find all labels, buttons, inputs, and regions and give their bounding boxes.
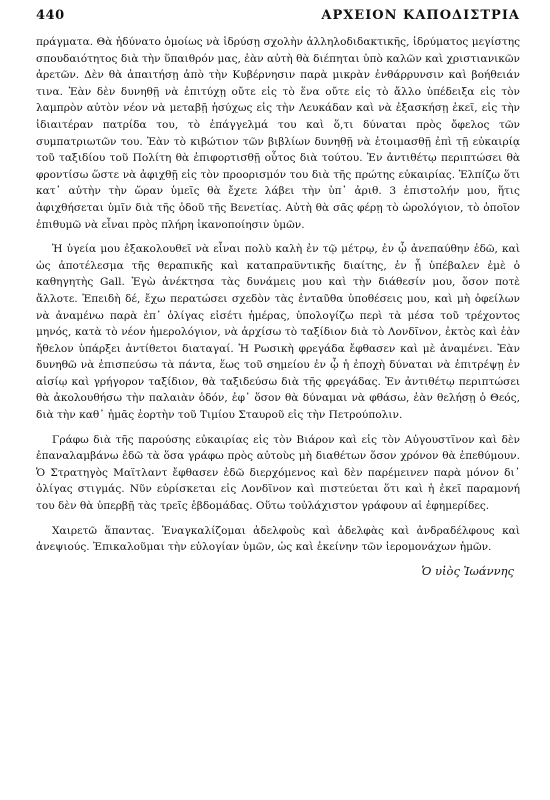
running-head: ΑΡΧΕΙΟΝ ΚΑΠΟΔΙΣΤΡΙΑ xyxy=(321,8,520,23)
paragraph: πράγματα. Θὰ ἠδύνατο ὁμοίως νὰ ἱδρύσῃ σχολὴν ἀλληλοδιδακτικῆς, ἱδρύματος μεγίστης σπουδαιότητος διὰ τὴν ὕπαιθρόν μας, ἐὰν αὐτὴ θὰ διέπηται ὑπὸ καλῶν καὶ χριστιανικῶν ἀρετῶν. Δὲν θὰ ἀπαιτήσῃ ἀπὸ τὴν Κυβέρνησιν παρὰ μικρὰν ἐνθάρρυνσιν καὶ βοήθειάν τινα. Ἐὰν δὲν δυνηθῇ νὰ ἐπιτύχῃ οὔτε εἰς τὸ ἕνα οὔτε εἰς τὸ ἄλλο ὑπέδειξα εἰς τὸν λαμπρὸν αὐτὸν νέον νὰ μεταβῇ ἡσύχως εἰς τὴν Λευκάδαν καὶ νὰ ἐξασκήσῃ ἐκεῖ, εἰς τὴν ἰδιαιτέραν πατρίδα του, τὸ ἐπάγγελμά του καὶ ὅ,τι δύναται πρὸς ὄφελος τῶν συμπατριωτῶν του. Ἐὰν τὸ κιβώτιον τῶν βιβλίων δυνηθῇ νὰ ἑτοιμασθῇ ἐπὶ τῇ εὐκαιρίᾳ τοῦ ταξιδίου τοῦ Πολίτη θὰ ἐπιφορτισθῇ οὗτος διὰ τούτου. Ἐν ἀντιθέτῳ περιπτώσει θὰ φροντίσω ὥστε νὰ ἀφιχθῇ εἰς τὸν προορισμόν του διὰ τῆς πρώτης εὐκαιρίας. Ἐλπίζω ὅτι κατ᾽ αὐτὴν τὴν ὥραν ὑμεῖς θὰ ἔχετε λάβει τὴν ὑπ᾽ ἀριθ. 3 ἐπιστολήν μου, ἥτις ἀφιχθήσεται ὑμῖν διὰ τῆς ὁδοῦ τῆς Βενετίας. Αὐτὴ θὰ σᾶς φέρῃ τὸ ὡρολόγιον, τὸ ὁποῖον ἐπιθυμῶ νὰ εἶναι πρὸς πλήρη ἱκανοποίησιν ὑμῶν. xyxy=(36,36,520,231)
paragraph: Χαιρετῶ ἅπαντας. Ἐναγκαλίζομαι ἀδελφοὺς καὶ ἀδελφὰς καὶ ἀνδραδέλφους καὶ ἀνεψιούς. Ἐπικαλοῦμαι τὴν εὐλογίαν ὑμῶν, ὡς καὶ ἐκείνην τῶν ἱερομονάχων ἡμῶν. xyxy=(36,524,520,554)
letter-body xyxy=(36,34,520,556)
signature: Ὁ υἱὸς Ἰωάννης xyxy=(421,563,514,578)
paragraph: Ἡ ὑγεία μου ἐξακολουθεῖ νὰ εἶναι πολὺ καλὴ ἐν τῷ μέτρῳ, ἐν ᾧ ἀνεπαύθην ἐδῶ, καὶ ὡς ἀποτέλεσμα τῆς θεραπικῆς καὶ καταπραϋντικῆς διαίτης, ἐν ᾗ ὑπέβαλεν ἐμὲ ὁ καθηγητὴς Gall. Ἐγὼ ἀνέκτησα τὰς δυνάμεις μου καὶ τὴν διάθεσίν μου, ὅσον ποτὲ ἄλλοτε. Ἐπειδὴ δέ, ἔχω περατώσει σχεδὸν τὰς ἐνταῦθα ὑποθέσεις μου, καὶ μὴ ὀφείλων νὰ ἀναμένω παρὰ ἐπ᾽ ὀλίγας εἰσέτι ἡμέρας, ὑπολογίζω περὶ τὰ μέσα τοῦ τρέχοντος μηνός, κατὰ τὸ νέον ἡμερολόγιον, νὰ ἀρχίσω τὸ ταξίδιον διὰ τὸ Λονδῖνον, ἐκτὸς καὶ ἐὰν ἤθελον ὑπάρξει ἀντίθετοι διαταγαί. Ἡ Ρωσικὴ φρεγάδα ἔφθασεν καὶ μὲ ἀναμένει. Ἐὰν δυνηθῶ νὰ ἐπισπεύσω τὰ πάντα, ἕως τοῦ σημείου ἐν ᾧ ἡ ἐποχὴ δύναται νὰ ἐπιτρέψῃ ἐν αἰσίῳ καὶ γρήγορον ταξίδιον, θὰ ταξιδεύσω διὰ τῆς φρεγάδας. Ἐν ἀντιθέτῳ περιπτώσει θὰ ἀκολουθήσω τὴν παλαιὰν ὁδόν, ἐφ᾽ ὅσον θὰ δύναμαι νὰ φθάσω, ἐὰν θελήσῃ ὁ Θεός, διὰ τὴν καθ᾽ ἡμᾶς ἑορτὴν τοῦ Τιμίου Σταυροῦ εἰς τὴν Πετρούπολιν. xyxy=(36,243,520,422)
page-number: 440 xyxy=(36,8,65,23)
page-header xyxy=(36,8,520,30)
paragraph: Γράφω διὰ τῆς παρούσης εὐκαιρίας εἰς τὸν Βιάρον καὶ εἰς τὸν Αὐγουστῖνον καὶ δὲν ἐπαναλαμβάνω ἐδῶ τὰ ὅσα γράφω πρὸς αὐτοὺς μὴ διαθέτων ὅσον χρόνον θὰ ἐπεθύμουν. Ὁ Στρατηγὸς Μαϊτλαντ ἔφθασεν ἐδῶ διερχόμενος καὶ δὲν παρέμεινεν παρὰ μόνον δι᾽ ὀλίγας στιγμάς. Νῦν εὑρίσκεται εἰς Λονδῖνον καὶ πιστεύεται ὅτι καὶ ἡ ἐκεῖ παραμονή του δὲν θὰ ὑπερβῇ τὰς τρεῖς ἑβδομάδας. Οὕτω τοὐλάχιστον γράφουν αἱ ἐφημερίδες. xyxy=(36,433,520,513)
